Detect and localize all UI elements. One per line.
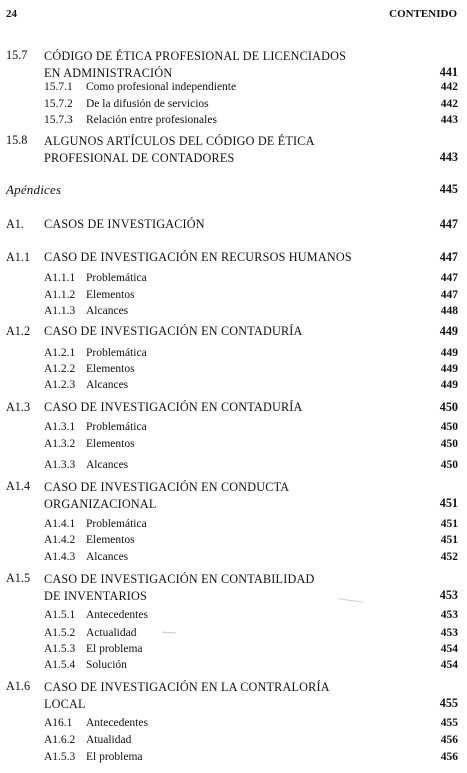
toc-title-line: ORGANIZACIONAL <box>44 496 157 511</box>
toc-entry-number: A1.3.2 <box>44 438 76 450</box>
toc-entry-number: A1.4 <box>6 479 31 493</box>
toc-entry-title <box>86 362 135 377</box>
toc-entry-page: 451 <box>440 518 458 530</box>
toc-title-line: CASO DE INVESTIGACIÓN EN LA CONTRALORÍA <box>44 680 330 694</box>
toc-entry-title <box>86 437 135 452</box>
toc-entry-title <box>86 533 135 548</box>
toc-title-line: EN ADMINISTRACIÓN <box>44 65 173 80</box>
toc-entry-title <box>44 217 205 232</box>
toc-title-line: Alcances <box>86 379 129 391</box>
toc-entry-number: A1.5.2 <box>44 627 76 639</box>
toc-entry-title <box>86 271 147 286</box>
toc-title-line: CASO DE INVESTIGACIÓN EN CONTABILIDAD <box>44 572 315 586</box>
toc-title-line: Antecedentes <box>86 609 148 621</box>
toc-entry-page: 450 <box>439 400 458 414</box>
toc-title-line: CÓDIGO DE ÉTICA PROFESIONAL DE LICENCIADOS <box>44 49 347 63</box>
toc-title-line: CASO DE INVESTIGACIÓN EN RECURSOS HUMANOS <box>44 250 352 264</box>
scan-smudge <box>162 632 176 634</box>
toc-entry-number: A1.2.1 <box>44 347 76 359</box>
toc-title-line: CASO DE INVESTIGACIÓN EN CONTADURÍA <box>44 400 303 414</box>
toc-entry-title <box>44 324 303 339</box>
toc-title-line: DE INVENTARIOS <box>44 588 148 603</box>
toc-entry-page: 451 <box>440 534 458 546</box>
toc-entry-page: 443 <box>440 114 458 126</box>
toc-entry-number: A1.5.3 <box>44 643 76 655</box>
toc-entry-page: 448 <box>440 305 458 317</box>
toc-entry-number: A1.4.1 <box>44 518 76 530</box>
toc-entry-page: 456 <box>440 751 458 763</box>
toc-entry-number: A1. <box>6 217 24 231</box>
toc-title-line: PROFESIONAL DE CONTADORES <box>44 150 235 165</box>
toc-title-line: Elementos <box>86 289 135 301</box>
toc-title-line: El problema <box>86 643 143 655</box>
toc-entry-title <box>86 378 128 393</box>
toc-entry-number: A1.6 <box>6 679 31 693</box>
toc-entry-number: 15.8 <box>6 133 28 147</box>
toc-entry-title <box>86 346 147 361</box>
toc-entry-title <box>86 750 143 765</box>
toc-title-line: Problemática <box>86 347 147 359</box>
toc-entry-title <box>86 458 128 473</box>
toc-entry-page: 447 <box>439 217 458 231</box>
toc-entry-page: 454 <box>440 659 458 671</box>
toc-title-line: Alcances <box>86 459 129 471</box>
toc-entry-title <box>44 571 314 604</box>
toc-title-line: Atualidad <box>86 734 132 746</box>
toc-entry-page: 450 <box>440 438 458 450</box>
toc-entry-title <box>86 658 127 673</box>
toc-entry-number: 15.7 <box>6 48 28 62</box>
scan-smudge <box>338 598 364 603</box>
toc-entry-number: A16.1 <box>44 717 73 729</box>
toc-title-line: CASOS DE INVESTIGACIÓN <box>44 217 205 231</box>
toc-entry-page: 449 <box>440 379 458 391</box>
toc-entry-page: 449 <box>440 347 458 359</box>
toc-title-line: LOCAL <box>44 696 86 711</box>
toc-entry-title <box>86 517 147 532</box>
header-section-title: CONTENIDO <box>389 8 457 20</box>
toc-entry-number: A1.4.2 <box>44 534 76 546</box>
toc-entry-page: 447 <box>439 250 458 264</box>
toc-title-line: Solución <box>86 659 127 671</box>
toc-entry-title <box>86 550 128 565</box>
toc-title-line: Problemática <box>86 272 147 284</box>
toc-entry-number: A1.1.3 <box>44 305 76 317</box>
toc-entry-number: A1.2.3 <box>44 379 76 391</box>
toc-entry-title <box>44 250 352 265</box>
toc-entry-number: A1.3 <box>6 400 31 414</box>
toc-title-line: ALGUNOS ARTÍCULOS DEL CÓDIGO DE ÉTICA <box>44 134 315 148</box>
toc-title-line: Relación entre profesionales <box>86 114 217 126</box>
toc-title-line: CASO DE INVESTIGACIÓN EN CONDUCTA <box>44 480 290 494</box>
toc-entry-number: A1.2.2 <box>44 363 76 375</box>
toc-entry-number: 15.7.1 <box>44 81 73 93</box>
toc-entry-title <box>86 97 209 112</box>
toc-title-line: Problemática <box>86 421 147 433</box>
toc-entry-title <box>86 608 148 623</box>
toc-title-line: Como profesional independiente <box>86 81 237 93</box>
toc-entry-title <box>44 679 330 712</box>
toc-title-line: Alcances <box>86 305 129 317</box>
toc-entry-title <box>86 420 147 435</box>
toc-entry-page: 451 <box>439 495 458 510</box>
header-page-number: 24 <box>6 8 17 20</box>
toc-entry-page: 453 <box>440 627 458 639</box>
toc-entry-page: 450 <box>440 421 458 433</box>
toc-title-line: Elementos <box>86 534 135 546</box>
toc-title-line: Elementos <box>86 438 135 450</box>
toc-entry-number: A1.1.1 <box>44 272 76 284</box>
toc-entry-title <box>86 80 236 95</box>
toc-entry-page: 455 <box>439 695 458 710</box>
toc-entry-title <box>44 479 289 512</box>
toc-entry-title <box>86 716 148 731</box>
toc-entry-title <box>86 288 135 303</box>
toc-entry-number: A1.5.3 <box>44 751 76 763</box>
toc-entry-page: 453 <box>439 587 458 602</box>
toc-entry-title <box>6 182 61 197</box>
toc-entry-page: 453 <box>440 609 458 621</box>
toc-entry-page: 447 <box>440 289 458 301</box>
toc-entry-title <box>86 642 143 657</box>
toc-entry-number: A1.6.2 <box>44 734 76 746</box>
toc-entry-number: A1.4.3 <box>44 551 76 563</box>
toc-entry-page: 447 <box>440 272 458 284</box>
toc-entry-number: A1.2 <box>6 324 31 338</box>
toc-entry-page: 456 <box>440 734 458 746</box>
toc-entry-title <box>44 400 303 415</box>
toc-entry-number: A1.1.2 <box>44 289 76 301</box>
toc-entry-title <box>86 733 131 748</box>
toc-entry-title <box>86 113 217 128</box>
toc-entry-title <box>44 48 346 81</box>
toc-entry-number: 15.7.2 <box>44 98 73 110</box>
toc-entry-number: A1.5.1 <box>44 609 76 621</box>
toc-entry-number: 15.7.3 <box>44 114 73 126</box>
toc-title-line: CASO DE INVESTIGACIÓN EN CONTADURÍA <box>44 324 303 338</box>
toc-entry-page: 455 <box>440 717 458 729</box>
toc-entry-page: 450 <box>440 459 458 471</box>
toc-title-line: Antecedentes <box>86 717 148 729</box>
toc-entry-number: A1.3.3 <box>44 459 76 471</box>
toc-title-line: Actualidad <box>86 627 137 639</box>
toc-entry-page: 449 <box>439 324 458 338</box>
toc-title-line: Elementos <box>86 363 135 375</box>
toc-title-line: Problemática <box>86 518 147 530</box>
toc-entry-number: A1.1 <box>6 250 31 264</box>
toc-title-line: El problema <box>86 751 143 763</box>
toc-entry-page: 441 <box>439 64 458 79</box>
toc-entry-page: 443 <box>439 149 458 164</box>
toc-entry-page: 452 <box>440 551 458 563</box>
toc-title-line: Alcances <box>86 551 129 563</box>
toc-entry-page: 449 <box>440 363 458 375</box>
toc-entry-page: 454 <box>440 643 458 655</box>
toc-entry-title <box>86 626 136 641</box>
toc-entry-number: A1.5.4 <box>44 659 76 671</box>
toc-entry-number: A1.5 <box>6 571 31 585</box>
toc-entry-page: 442 <box>440 81 458 93</box>
toc-title-line: De la difusión de servicios <box>86 98 209 110</box>
toc-title-line: Apéndices <box>6 182 62 197</box>
toc-entry-page: 445 <box>439 182 458 196</box>
toc-entry-page: 442 <box>440 98 458 110</box>
toc-entry-number: A1.3.1 <box>44 421 76 433</box>
toc-entry-title <box>86 304 128 319</box>
toc-entry-title <box>44 133 315 166</box>
running-header <box>6 8 457 20</box>
